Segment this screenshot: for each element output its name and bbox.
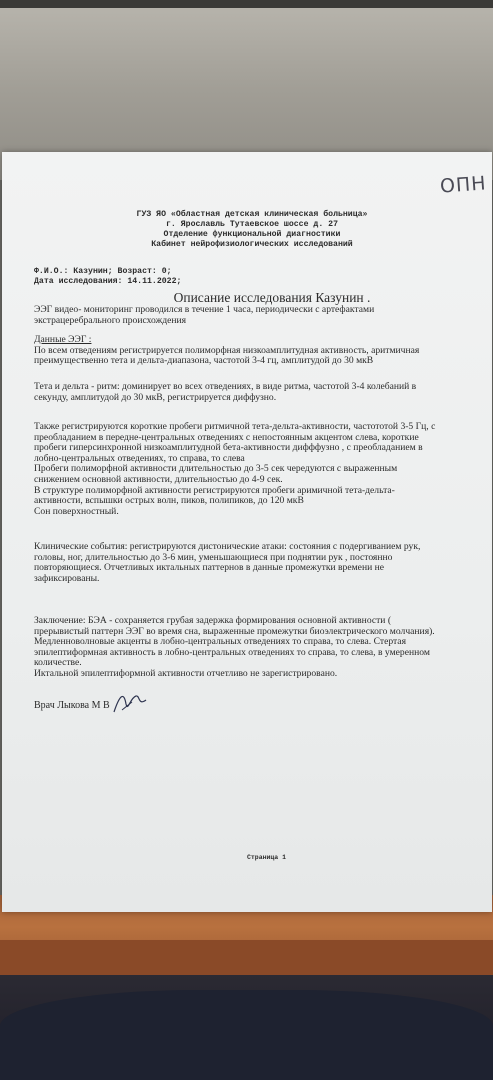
handwritten-corner-mark: ОПН (439, 172, 488, 198)
text-line: Тета и дельта - ритм: доминирует во всех отведениях, в виде ритма, частотой 3-4 колебаний в (34, 381, 417, 392)
text-line: Иктальной эпилептиформной активности отчетливо не зарегистрировано. (34, 667, 338, 679)
eeg-report-document (2, 152, 492, 912)
text-line: Медленноволновые акценты в лобно-центральных отведениях то справа, то слева. Стертая (34, 636, 406, 648)
text-line: зафиксированы. (34, 572, 100, 584)
eeg-data-section (34, 335, 474, 367)
clinical-events-paragraph (34, 542, 474, 584)
document-title: Описание исследования Казунин . (173, 290, 371, 305)
desk-edge (0, 940, 493, 975)
patient-line: Ф.И.О.: Казунин; Возраст: 0; (34, 267, 172, 276)
text-line: пробеги гиперсинхронной низкоамплитудной бета-активности дифффузно , с преобладанием в (34, 442, 423, 454)
text-line: Пробеги полиморфной активности длительностью до 3-5 сек чередуются с выраженным (34, 463, 398, 475)
photographer-legs (0, 990, 493, 1080)
text-line: количестве. (34, 657, 82, 669)
page-number: Страница 1 (247, 854, 287, 861)
text-line: снижением основной активности, длительностью до 4-9 сек. (34, 473, 283, 485)
text-line: В структуре полиморфной активности регистрируются пробеги аримичной тета-дельта- (34, 484, 395, 496)
patient-meta (34, 267, 181, 287)
wall-trim (0, 0, 493, 8)
text-line: преобладанием в передне-центральных отведениях с непостоянным акцентом слева, короткие (34, 431, 419, 443)
signature-scribble-icon (110, 690, 150, 716)
doctor-name: Врач Лыкова М В (34, 700, 110, 711)
text-line: Клинические события: регистрируются дистонические атаки: состояния с подергиванием рук, (34, 541, 421, 552)
text-line: головы, ног, длительностью до 3-6 мин, уменьшающиеся при поднятии рук , постоянно (34, 551, 393, 563)
activity-paragraph (34, 422, 474, 517)
text-line: прерывистый паттерн ЭЭГ во время сна, выраженные промежутки биоэлектрического молчания). (34, 625, 435, 637)
intro-paragraph (34, 305, 474, 326)
header-line: г. Ярославль Тутаевское шоссе д. 27 (166, 220, 338, 229)
conclusion-paragraph (34, 616, 474, 680)
text-line: преимущественно тета и дельта-диапазона, частотой 3-4 гц, амплитудой до 30 мкВ (34, 355, 374, 367)
rhythm-paragraph (34, 382, 474, 403)
text-line: По всем отведениям регистрируется полиморфная низкоамплитудная активность, аритмичная (34, 344, 420, 356)
header-line: ГУЗ ЯО «Областная детская клиническая больница» (136, 210, 368, 219)
text-line: Заключение: БЭА - сохраняется грубая задержка формирования основной активности ( (34, 615, 392, 626)
text-line: повторяющиеся. Отчетливых иктальных паттернов в данные промежутки времени не (34, 562, 384, 574)
text-line: экстрацеребрального происхождения (34, 314, 187, 326)
text-line: эпилептиформная активность в лобно-центральных отведениях то справа, то слева, в умеренном (34, 646, 430, 658)
text-line: Также регистрируются короткие пробеги ритмичной тета-дельта-активности, частототой 3-5 Гц, с (34, 421, 436, 432)
hospital-header (82, 210, 422, 250)
text-line: лобно-центральных отведениях, то справа, то слева (34, 452, 245, 464)
study-date-line: Дата исследования: 14.11.2022; (34, 277, 182, 286)
text-line: секунду, амплитудой до 30 мкВ, регистрируется диффузно. (34, 391, 277, 403)
text-line: активности, вспышки острых волн, пиков, полипиков, до 120 мкВ (34, 495, 304, 507)
header-line: Отделение функциональной диагностики (163, 230, 341, 239)
section-heading: Данные ЭЭГ : (34, 334, 92, 345)
text-line: ЭЭГ видео- мониторинг проводился в течение 1 часа, периодически с артефактами (34, 304, 375, 315)
header-line: Кабинет нейрофизиологических исследований (151, 240, 353, 249)
text-line: Сон поверхностный. (34, 505, 119, 517)
